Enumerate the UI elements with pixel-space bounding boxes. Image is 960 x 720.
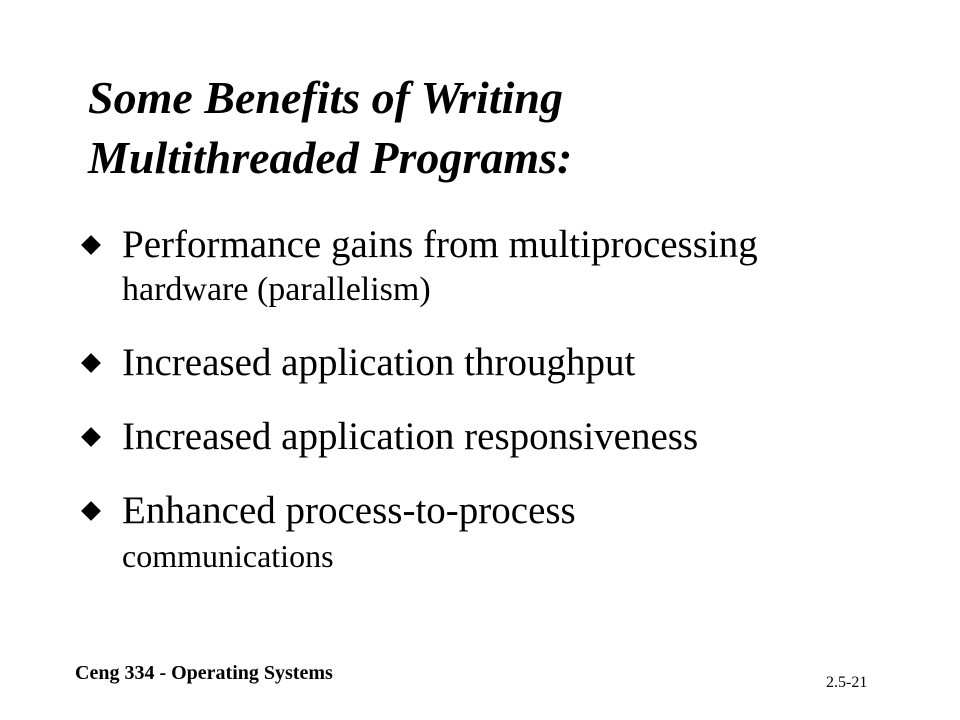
bullet-text: Increased application throughput <box>122 341 636 384</box>
bullet-text-continued: hardware (parallelism) <box>122 271 431 308</box>
diamond-bullet-icon <box>81 427 101 447</box>
diamond-bullet-icon <box>81 235 101 255</box>
bullet-item <box>80 340 920 386</box>
footer-course-title: Ceng 334 - Operating Systems <box>75 662 333 684</box>
slide-title <box>88 68 908 188</box>
bullet-item <box>80 488 920 578</box>
bullet-text-continued: communications <box>122 538 334 574</box>
bullet-text: Performance gains from multiprocessing <box>122 223 758 266</box>
bullet-item <box>80 222 920 312</box>
slide-number: 2.5-21 <box>826 674 868 691</box>
bullet-item <box>80 414 920 460</box>
diamond-bullet-icon <box>81 501 101 521</box>
diamond-bullet-icon <box>81 353 101 373</box>
slide-title-line-1: Some Benefits of Writing <box>88 72 563 123</box>
bullet-text: Enhanced process-to-process <box>122 489 576 532</box>
bullet-list <box>80 222 920 606</box>
bullet-text: Increased application responsiveness <box>122 415 699 458</box>
slide-title-line-2: Multithreaded Programs: <box>88 132 573 183</box>
